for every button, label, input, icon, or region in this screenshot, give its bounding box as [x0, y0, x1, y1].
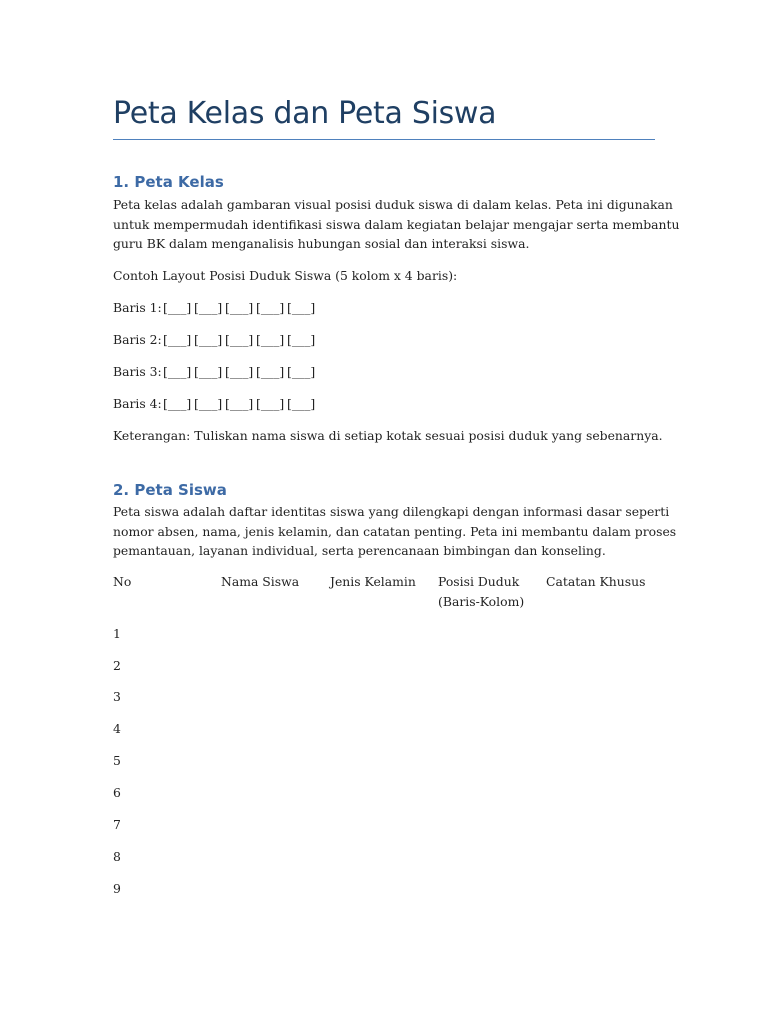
table-row-number: 6	[113, 785, 121, 800]
document-title: Peta Kelas dan Peta Siswa	[113, 96, 497, 131]
table-row-number: 5	[113, 753, 121, 768]
seat-row-3	[113, 362, 318, 382]
seat-box: [___]	[194, 396, 223, 411]
row-label: Baris 3:	[113, 364, 162, 379]
section2-paragraph	[113, 502, 677, 561]
section-heading-peta-siswa: 2. Peta Siswa	[113, 481, 227, 499]
table-row-number: 7	[113, 817, 121, 832]
paragraph-line: pemantauan, layanan individual, serta perencanaan bimbingan dan konseling.	[113, 543, 606, 558]
header-jenis-kelamin: Jenis Kelamin	[330, 574, 416, 589]
seat-box: [___]	[163, 364, 192, 379]
table-row-number: 2	[113, 658, 121, 673]
header-no: No	[113, 574, 132, 589]
row-label: Baris 2:	[113, 332, 162, 347]
seat-box: [___]	[163, 396, 192, 411]
section1-paragraph	[113, 195, 680, 254]
seat-row-1	[113, 298, 318, 318]
table-row-number: 9	[113, 881, 121, 896]
header-posisi-line1: Posisi Duduk	[438, 574, 520, 589]
paragraph-line: Peta kelas adalah gambaran visual posisi duduk siswa di dalam kelas. Peta ini digunakan	[113, 197, 673, 212]
seat-box: [___]	[163, 332, 192, 347]
paragraph-line: untuk mempermudah identifikasi siswa dalam kegiatan belajar mengajar serta membantu	[113, 216, 680, 232]
seat-box: [___]	[256, 364, 285, 379]
seat-box: [___]	[256, 300, 285, 315]
header-posisi-line2: (Baris-Kolom)	[438, 594, 525, 609]
seat-box: [___]	[225, 396, 254, 411]
seat-box: [___]	[194, 364, 223, 379]
seat-box: [___]	[287, 396, 316, 411]
seat-box: [___]	[194, 300, 223, 315]
seat-box: [___]	[163, 300, 192, 315]
header-posisi-duduk	[438, 572, 524, 612]
seat-box: [___]	[256, 396, 285, 411]
seat-box: [___]	[287, 300, 316, 315]
table-row-number: 3	[113, 689, 121, 704]
seat-box: [___]	[225, 364, 254, 379]
section-heading-peta-kelas: 1. Peta Kelas	[113, 173, 224, 191]
header-nama-siswa: Nama Siswa	[221, 574, 300, 589]
paragraph-line: nomor absen, nama, jenis kelamin, dan catatan penting. Peta ini membantu dalam proses	[113, 523, 677, 539]
row-label: Baris 4:	[113, 396, 162, 411]
paragraph-line: guru BK dalam menganalisis hubungan sosial dan interaksi siswa.	[113, 236, 530, 251]
table-row-number: 1	[113, 626, 121, 641]
table-row-number: 8	[113, 849, 121, 864]
seat-box: [___]	[194, 332, 223, 347]
layout-intro: Contoh Layout Posisi Duduk Siswa (5 kolom x 4 baris):	[113, 268, 458, 283]
seat-row-4	[113, 394, 318, 414]
seat-box: [___]	[225, 332, 254, 347]
seat-box: [___]	[287, 364, 316, 379]
student-table-header	[113, 572, 655, 616]
seat-box: [___]	[287, 332, 316, 347]
row-label: Baris 1:	[113, 300, 162, 315]
title-underline	[113, 139, 655, 140]
seat-box: [___]	[225, 300, 254, 315]
seat-box: [___]	[256, 332, 285, 347]
seat-row-2	[113, 330, 318, 350]
seat-note: Keterangan: Tuliskan nama siswa di setiap kotak sesuai posisi duduk yang sebenarnya.	[113, 428, 663, 443]
paragraph-line: Peta siswa adalah daftar identitas siswa yang dilengkapi dengan informasi dasar seperti	[113, 504, 670, 519]
header-catatan-khusus: Catatan Khusus	[546, 574, 646, 589]
table-row-number: 4	[113, 721, 121, 736]
